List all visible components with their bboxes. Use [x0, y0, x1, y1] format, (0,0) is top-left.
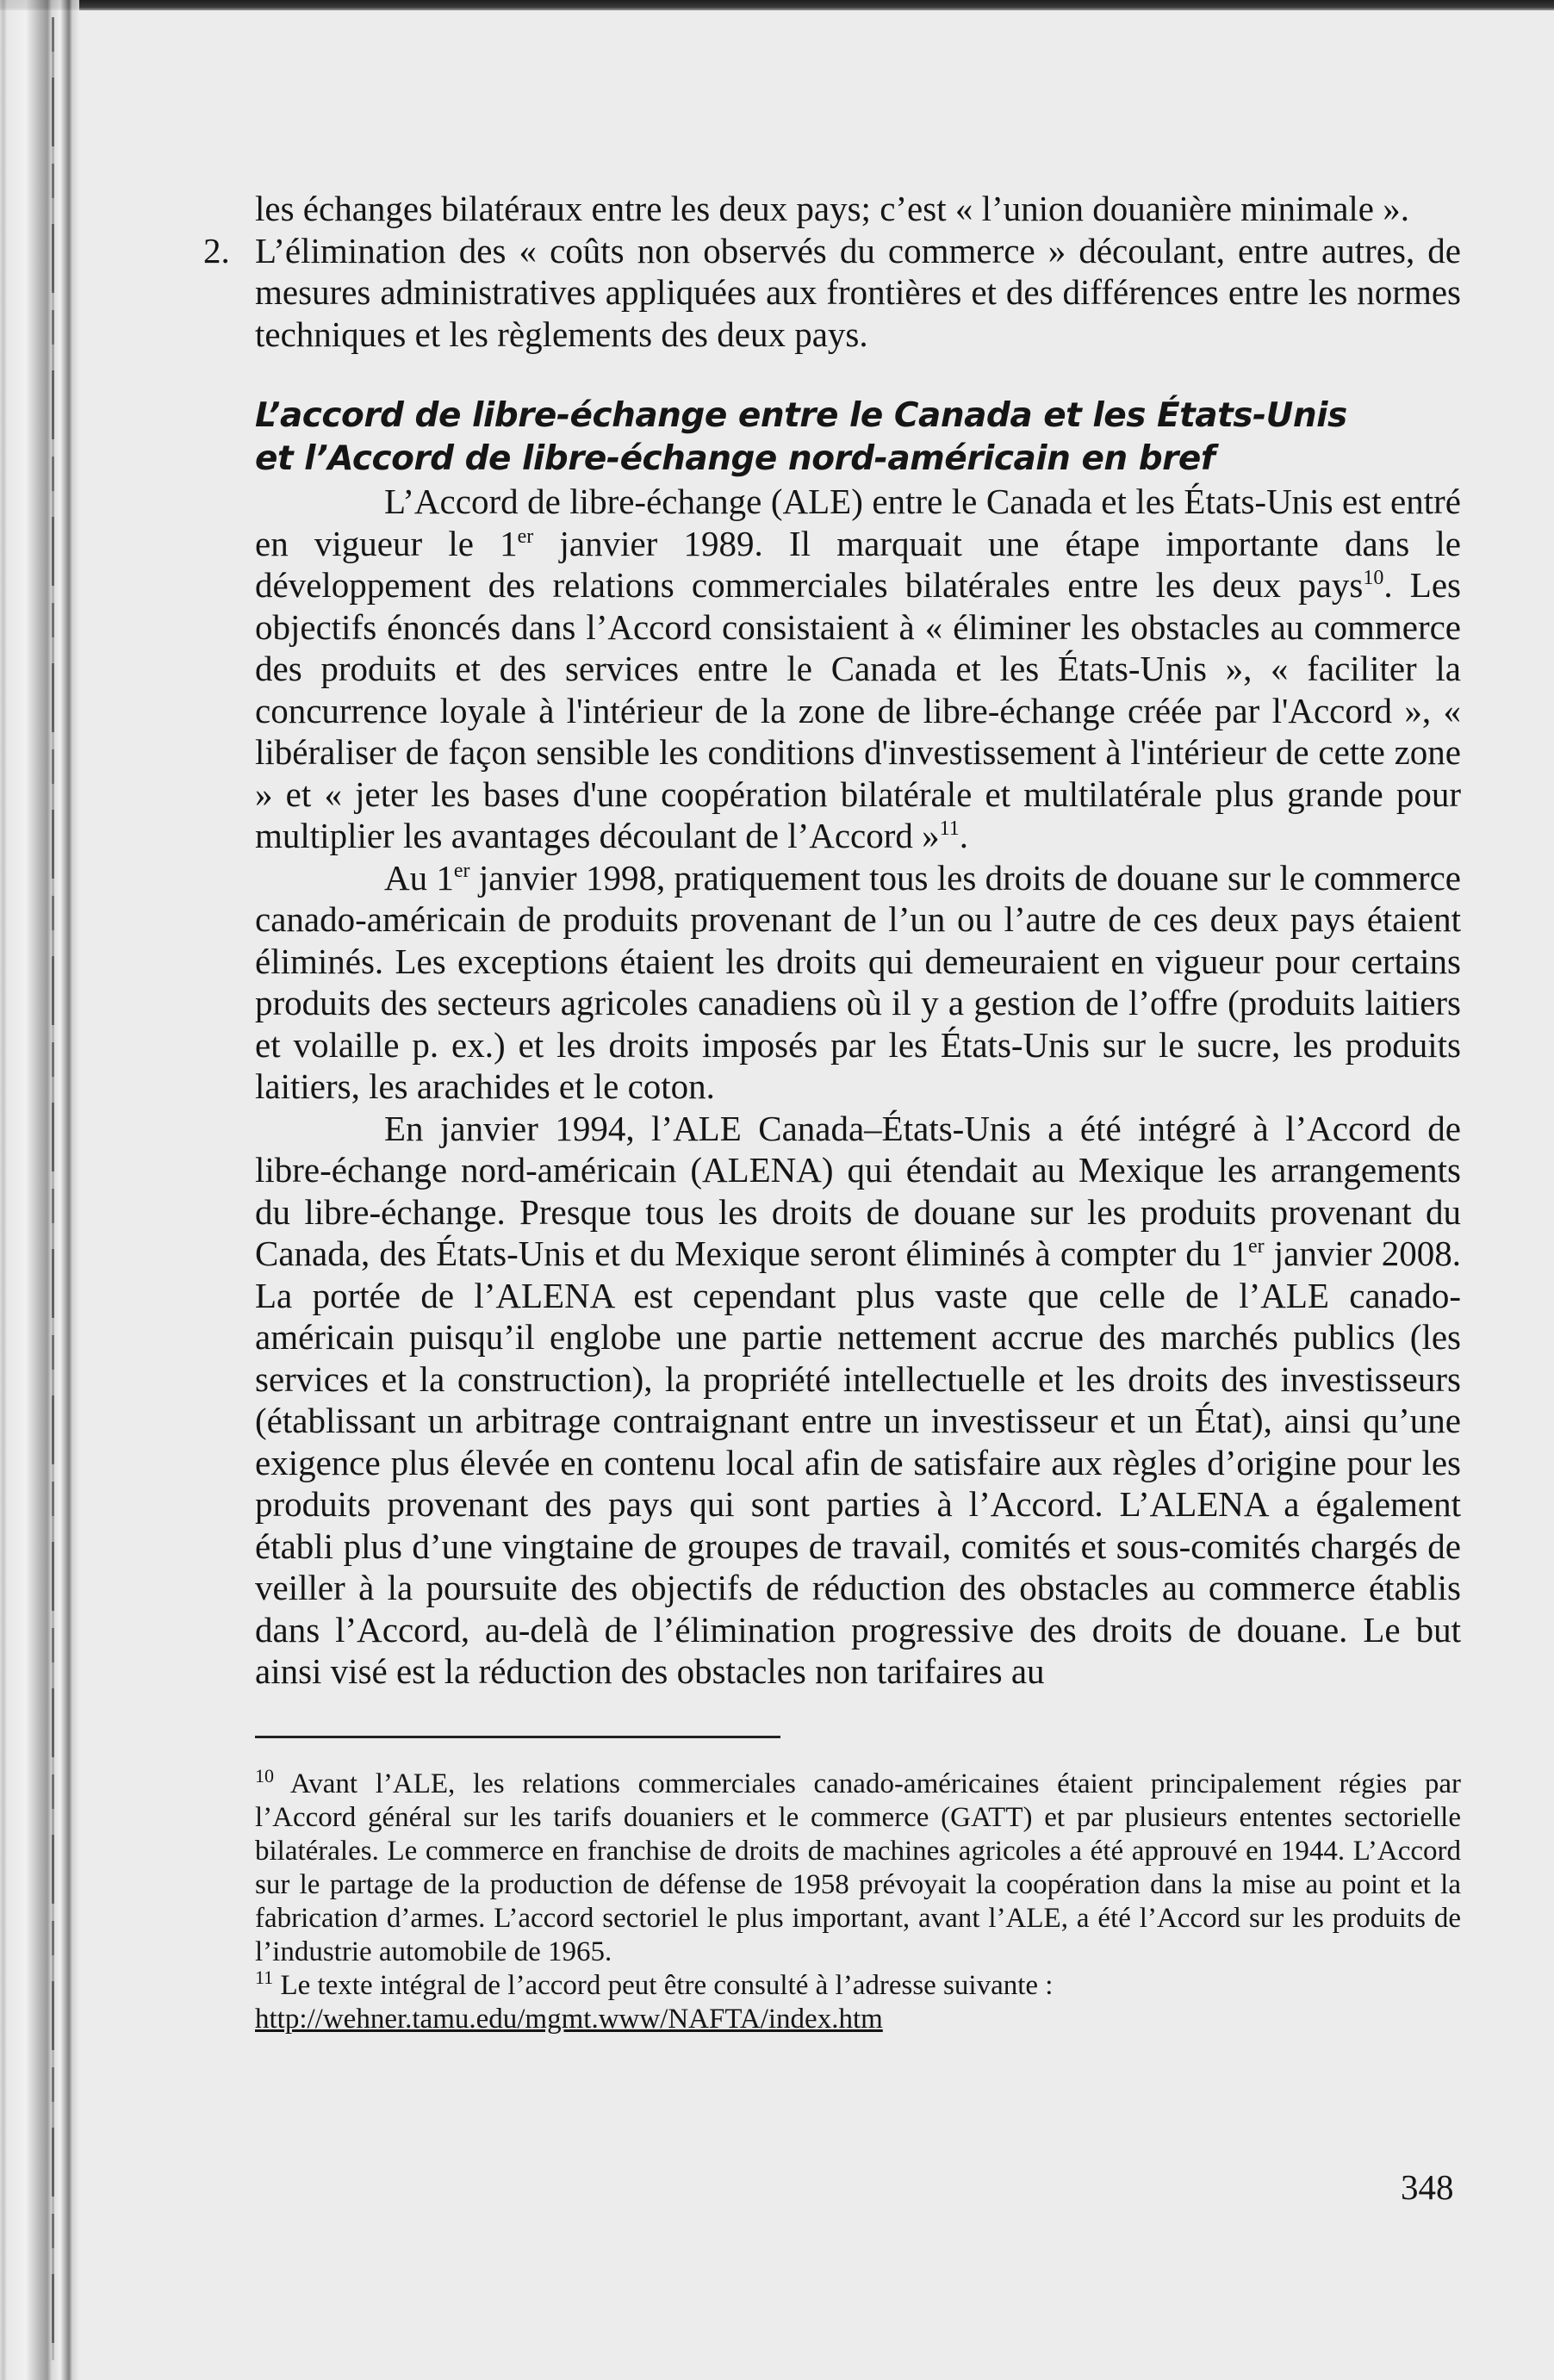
footnote-10 [255, 1764, 1461, 1969]
document-page [203, 188, 1461, 2290]
scan-binding-edge [0, 0, 79, 2380]
list-item-2 [203, 230, 1461, 356]
footnote-separator [255, 1736, 780, 1738]
list-number: 2. [203, 230, 230, 270]
footnote-marker: 11 [255, 1966, 274, 1988]
paragraph-text: janvier 1998, pratiquement tous les droits de douane sur le commerce canado-américain de produits provenant de l’un ou l’autre de ces deux pays étaient éliminés. Les exceptions étaient les droits qui demeuraient en vigueur pour certains produits des secteurs agricoles canadiens où il y a gestion de l’offre (produits laitiers et volaille p. ex.) et les droits imposés par les États-Unis sur le sucre, les produits laitiers, les arachides et le coton. [255, 857, 1461, 1106]
footnote-text: Le texte intégral de l’accord peut être consulté à l’adresse suivante : [273, 1969, 1054, 2001]
list-item-text: L’élimination des « coûts non observés du commerce » découlant, entre autres, de mesures administratives appliquées aux frontières et des différences entre les normes techniques et les règlements des deux pays. [255, 230, 1461, 354]
paragraph-text: Au 1 [384, 857, 454, 898]
paragraph-text: L’Accord de libre-échange (ALE) entre le Canada et les États-Unis est entré en vigueur le 1 [255, 482, 1461, 563]
ordinal-superscript: er [453, 859, 470, 882]
paragraph-text: janvier 2008. La portée de l’ALENA est cependant plus vaste que celle de l’ALE canado-américain puisqu’il englobe une partie nettement accrue des marchés publics (les services et la construction), la propriété intellectuelle et les droits des investisseurs (établissant un arbitrage contraignant entre un investisseur et un État), ainsi qu’une exigence plus élevée en contenu local afin de satisfaire aux règles d’origine pour les produits provenant des pays qui sont parties à l’Accord. L’ALENA a également établi plus d’une vingtaine de groupes de travail, comités et sous-comités chargés de veiller à la poursuite des objectifs de réduction des obstacles au commerce établis dans l’Accord, au-delà de l’élimination progressive des droits de douane. Le but ainsi visé est la réduction des obstacles non tarifaires au [255, 1233, 1461, 1691]
paragraph-text: . [959, 816, 969, 855]
scan-binding-line [52, 17, 54, 2360]
footnote-ref-11[interactable]: 11 [939, 817, 960, 840]
paragraph-text: . Les objectifs énoncés dans l’Accord consistaient à « éliminer les obstacles au commerce des produits et des services entre le Canada et les États-Unis », « faciliter la concurrence loyale à l'intérieur de la zone de libre-échange créée par l'Accord », « libéraliser de façon sensible les conditions d'investissement à l'intérieur de cette zone » et « jeter les bases d'une coopération bilatérale et multilatérale plus grande pour multiplier les avantages découlant de l’Accord » [255, 565, 1461, 855]
footnote-marker: 10 [255, 1764, 274, 1787]
section-heading-line1: L’accord de libre-échange entre le Canada et les États-Unis [255, 396, 1347, 435]
paragraph-1998 [255, 857, 1461, 1108]
footnote-ref-10[interactable]: 10 [1363, 567, 1384, 589]
paragraph-alena [255, 1108, 1461, 1693]
footnote-url-link[interactable]: http://wehner.tamu.edu/mgmt.www/NAFTA/index.htm [255, 2003, 883, 2035]
paragraph-ale [255, 481, 1461, 857]
footnote-text: Avant l’ALE, les relations commerciales canado-américaines étaient principalement régies par l’Accord général sur les tarifs douaniers et le commerce (GATT) et par plusieurs ententes sectorielle bilatérales. Le commerce en franchise de droits de machines agricoles a été approuvé en 1944. L’Accord sur le partage de la production de défense de 1958 prévoyait la coopération dans la mise au point et la fabrication d’armes. L’accord sectoriel le plus important, avant l’ALE, a été l’Accord sur les produits de l’industrie automobile de 1965. [255, 1768, 1461, 1967]
paragraph-text: janvier 1989. Il marquait une étape importante dans le développement des relations commerciales bilatérales entre les deux pays [255, 523, 1461, 605]
page-number: 348 [1401, 2167, 1454, 2207]
list-continuation-text: les échanges bilatéraux entre les deux pays; c’est « l’union douanière minimale ». [255, 189, 1410, 228]
paragraph-text: En janvier 1994, l’ALE Canada–États-Unis a été intégré à l’Accord de libre-échange nord-américain (ALENA) qui étendait au Mexique les arrangements du libre-échange. Presque tous les droits de douane sur les produits provenant du Canada, des États-Unis et du Mexique seront éliminés à compter du 1 [255, 1108, 1461, 1273]
section-heading [255, 395, 1461, 481]
section-heading-line2: et l’Accord de libre-échange nord-américain en bref [255, 439, 1215, 478]
intro-list [203, 188, 1461, 355]
footnote-11 [255, 1966, 1461, 2036]
ordinal-superscript: er [517, 525, 534, 548]
scan-top-edge [0, 0, 1554, 10]
ordinal-superscript: er [1247, 1235, 1265, 1258]
